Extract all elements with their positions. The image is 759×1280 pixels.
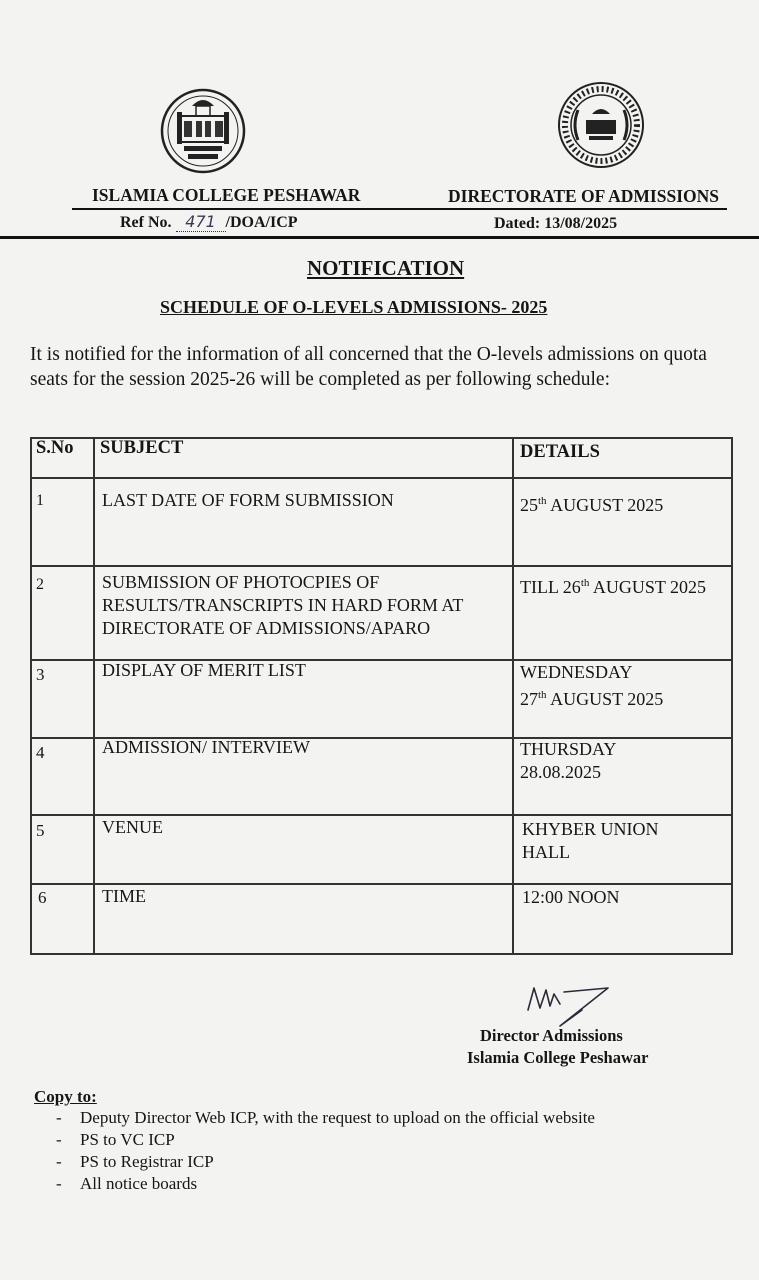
row-4-details: THURSDAY 28.08.2025 — [520, 739, 616, 782]
row-1-subject: LAST DATE OF FORM SUBMISSION — [102, 490, 394, 510]
college-crest-icon — [160, 88, 246, 174]
signature-icon — [520, 980, 620, 1030]
table-border — [30, 437, 32, 954]
copy-to-section — [34, 1087, 595, 1195]
row-5-sno: 5 — [36, 821, 45, 840]
copy-to-heading: Copy to: — [34, 1087, 97, 1106]
table-row-divider — [30, 565, 733, 567]
row-4-sno: 4 — [36, 743, 45, 762]
table-column-divider — [512, 437, 514, 954]
schedule-table — [30, 437, 733, 954]
table-border — [731, 437, 733, 954]
header-rule-bottom — [0, 236, 759, 239]
signatory-title: Director Admissions — [480, 1026, 623, 1045]
row-6-subject: TIME — [102, 886, 146, 906]
row-1-details: 25th AUGUST 2025 — [520, 495, 664, 515]
admissions-seal-icon — [556, 80, 646, 170]
row-3-sno: 3 — [36, 665, 45, 684]
row-2-subject: SUBMISSION OF PHOTOCPIES OF RESULTS/TRANSCRIPTS IN HARD FORM AT DIRECTORATE OF ADMISSIONS/APARO — [102, 572, 464, 638]
ref-handwritten-number: 471 — [176, 212, 226, 232]
header-sno: S.No — [36, 438, 74, 458]
table-row-divider — [30, 477, 733, 479]
row-4-subject: ADMISSION/ INTERVIEW — [102, 737, 311, 757]
row-5-subject: VENUE — [102, 817, 163, 837]
schedule-subtitle: SCHEDULE OF O-LEVELS ADMISSIONS- 2025 — [160, 297, 548, 317]
ref-label: Ref No. — [120, 214, 172, 231]
notification-title: NOTIFICATION — [307, 256, 465, 280]
row-1-sno: 1 — [36, 492, 44, 509]
table-border — [30, 953, 733, 955]
list-item: - Deputy Director Web ICP, with the request to upload on the official website — [56, 1108, 595, 1127]
table-column-divider — [93, 437, 95, 954]
row-2-sno: 2 — [36, 576, 44, 593]
ref-suffix: /DOA/ICP — [225, 214, 298, 231]
list-item: - PS to Registrar ICP — [56, 1152, 214, 1171]
header-rule-top — [72, 208, 727, 210]
college-name: ISLAMIA COLLEGE PESHAWAR — [92, 185, 361, 205]
copy-to-list — [34, 1107, 595, 1195]
directorate-name: DIRECTORATE OF ADMISSIONS — [448, 186, 719, 206]
row-3-subject: DISPLAY OF MERIT LIST — [102, 660, 306, 680]
header-subject: SUBJECT — [100, 438, 184, 458]
row-6-sno: 6 — [38, 888, 47, 907]
list-item: - All notice boards — [56, 1174, 198, 1193]
row-5-details: KHYBER UNION HALL — [522, 819, 659, 862]
signatory-org: Islamia College Peshawar — [467, 1048, 649, 1067]
dated: Dated: 13/08/2025 — [494, 215, 618, 232]
reference-number — [120, 212, 298, 232]
row-3-details: WEDNESDAY 27th AUGUST 2025 — [520, 662, 664, 709]
row-2-details: TILL 26th AUGUST 2025 — [520, 577, 707, 597]
intro-paragraph: It is notified for the information of all concerned that the O-levels admissions on quota seats for the session 2025-26 will be completed as per following schedule: — [30, 344, 707, 390]
list-item: - PS to VC ICP — [56, 1130, 175, 1149]
row-6-details: 12:00 NOON — [522, 887, 620, 907]
header-details: DETAILS — [520, 442, 600, 462]
